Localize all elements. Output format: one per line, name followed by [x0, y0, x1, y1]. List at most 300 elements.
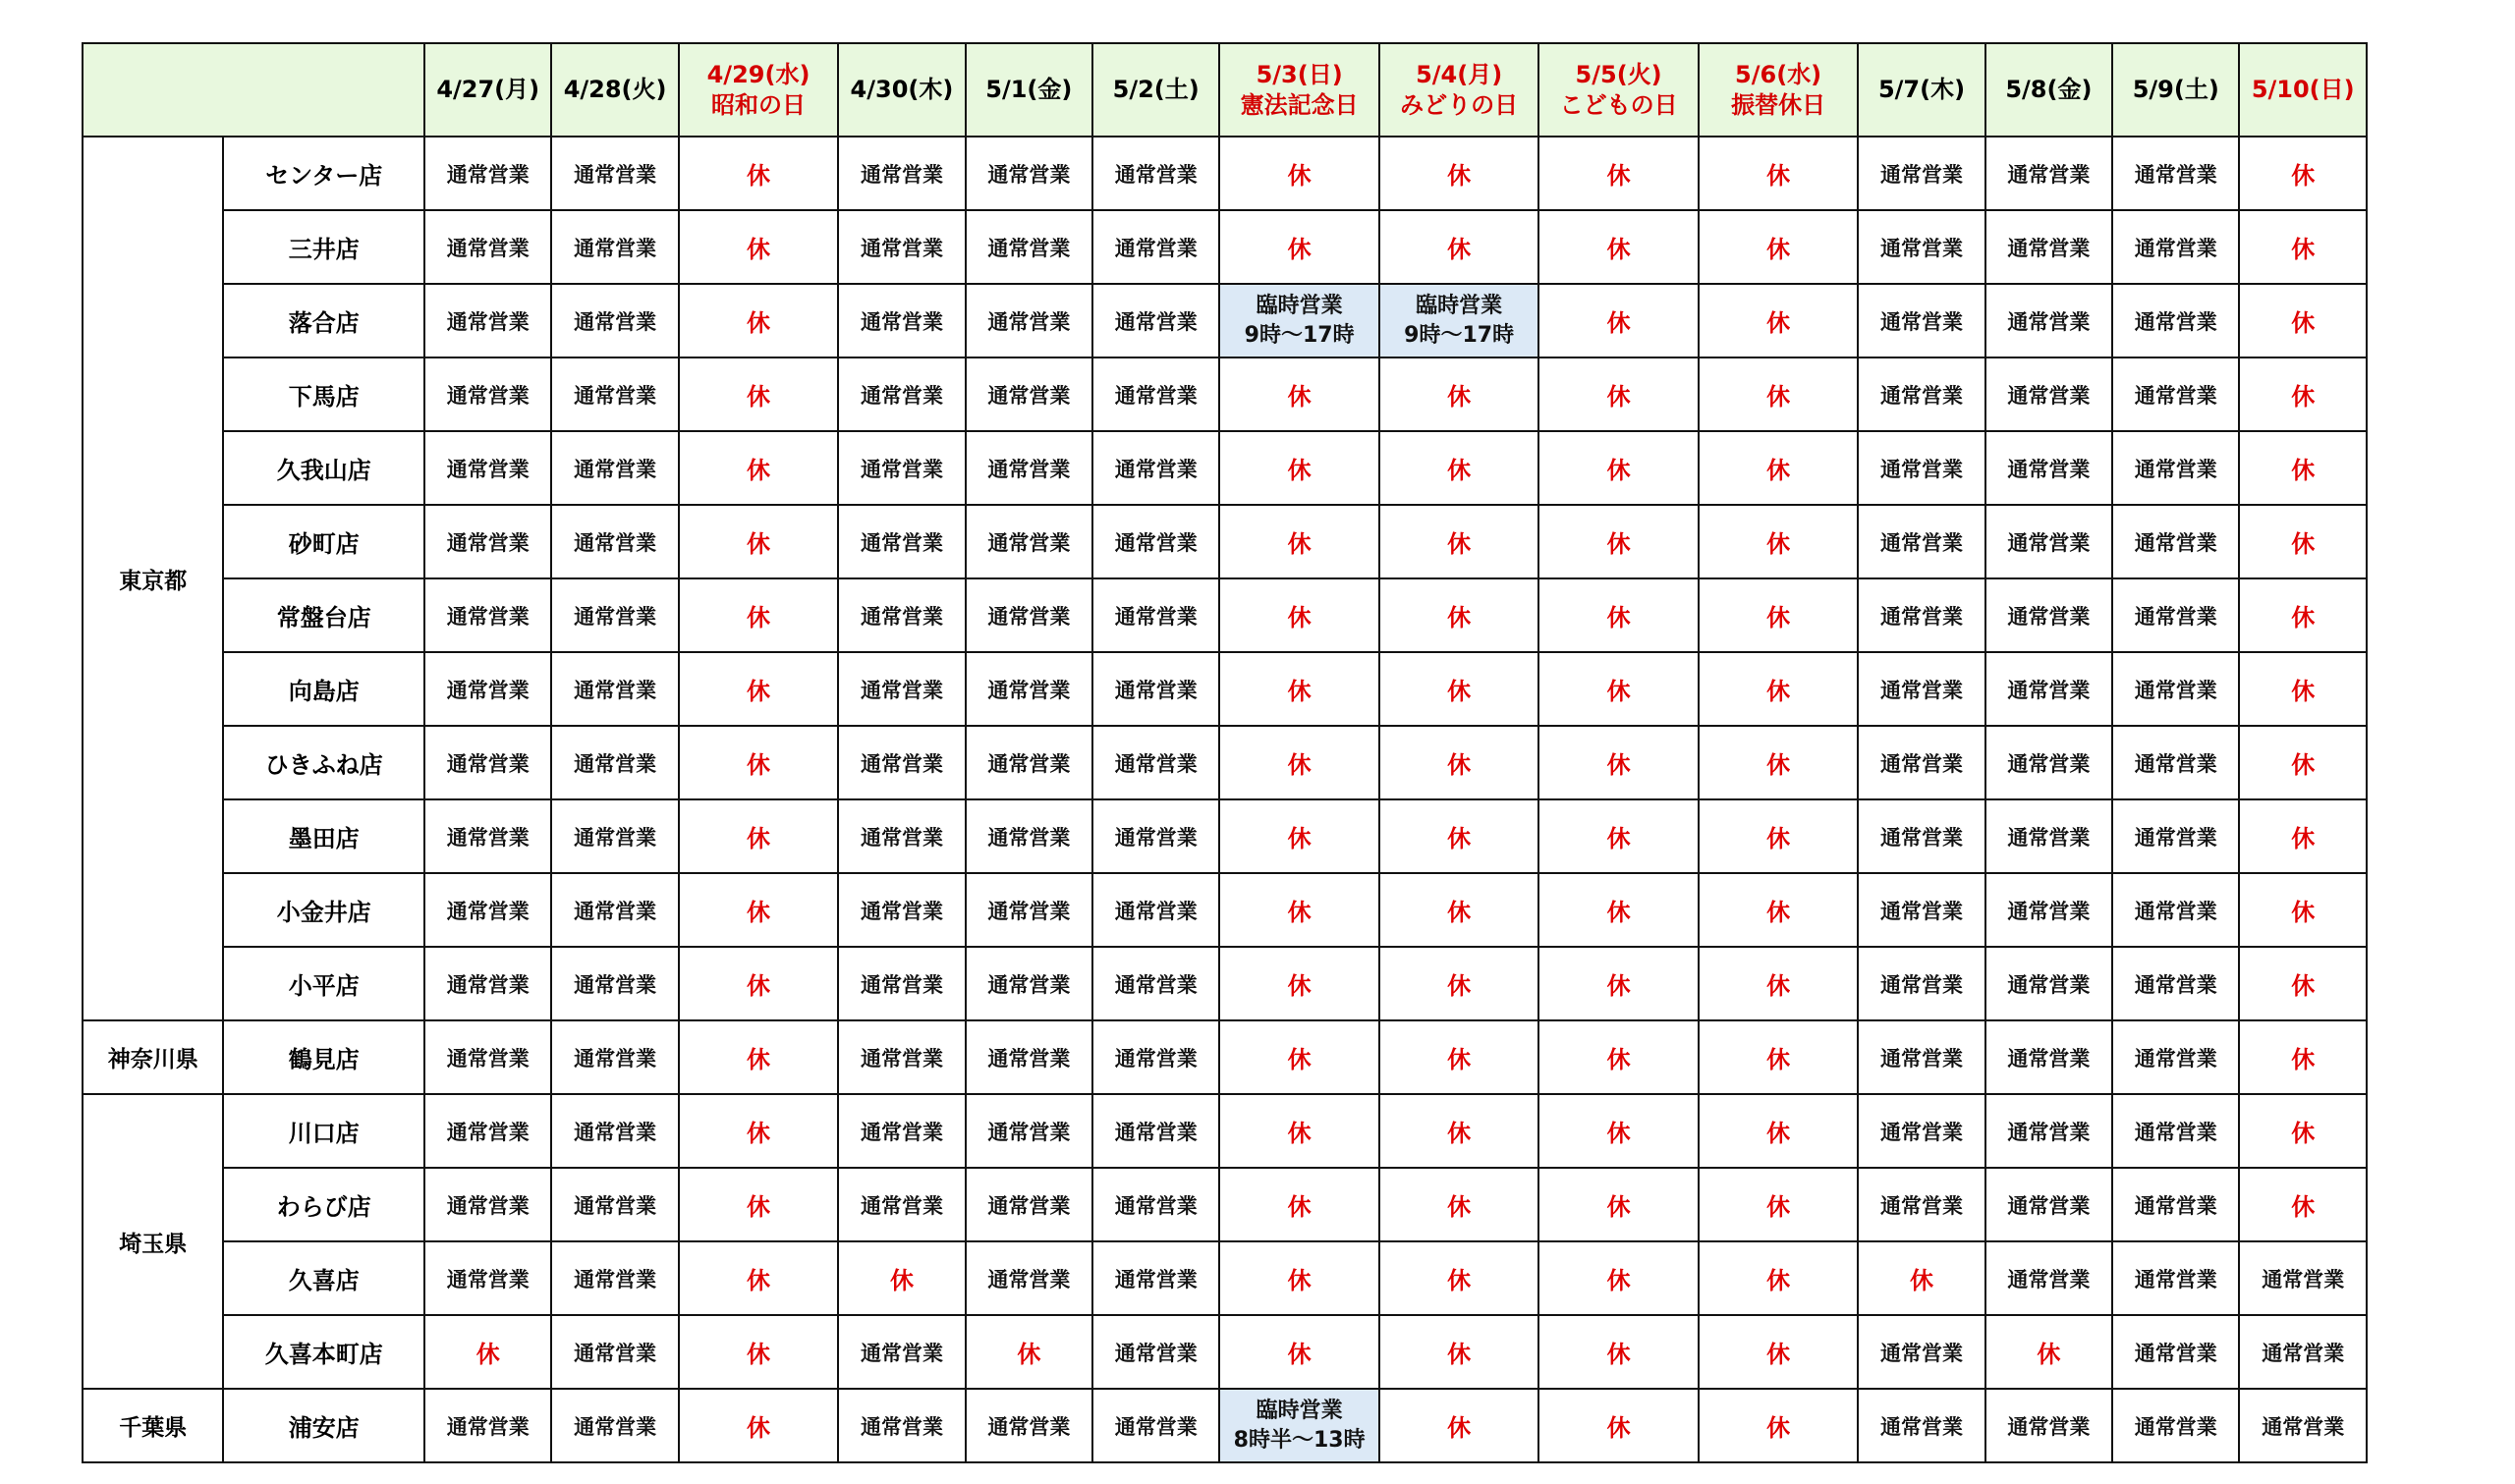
open-status-cell: 通常営業: [424, 1389, 551, 1462]
closed-status-cell: 休: [1985, 1315, 2112, 1389]
temporary-hours-cell: [1219, 284, 1378, 357]
closed-status-cell: 休: [679, 1168, 838, 1241]
store-name-cell: ひきふね店: [223, 726, 424, 799]
open-status-cell: 通常営業: [1858, 873, 1984, 947]
closed-status-cell: 休: [679, 284, 838, 357]
closed-status-cell: 休: [1699, 947, 1858, 1020]
open-status-cell: 通常営業: [838, 578, 965, 652]
open-status-cell: 通常営業: [551, 726, 678, 799]
open-status-cell: 通常営業: [838, 652, 965, 726]
closed-status-cell: 休: [2239, 357, 2367, 431]
table-row: [83, 1168, 2367, 1241]
closed-status-cell: 休: [1538, 284, 1698, 357]
closed-status-cell: 休: [838, 1241, 965, 1315]
open-status-cell: 通常営業: [2112, 873, 2239, 947]
open-status-cell: 通常営業: [551, 1241, 678, 1315]
closed-status-cell: 休: [1538, 652, 1698, 726]
open-status-cell: 通常営業: [838, 1168, 965, 1241]
date-label: 5/4(月): [1416, 60, 1503, 88]
open-status-cell: 通常営業: [424, 210, 551, 284]
open-status-cell: 通常営業: [2112, 1168, 2239, 1241]
open-status-cell: 通常営業: [1858, 137, 1984, 210]
open-status-cell: 通常営業: [551, 1315, 678, 1389]
closed-status-cell: 休: [1538, 210, 1698, 284]
open-status-cell: 通常営業: [966, 947, 1092, 1020]
open-status-cell: 通常営業: [838, 1094, 965, 1168]
holiday-name: 憲法記念日: [1240, 90, 1359, 119]
open-status-cell: 通常営業: [1985, 1241, 2112, 1315]
store-name-cell: 墨田店: [223, 799, 424, 873]
store-name-cell: 常盤台店: [223, 578, 424, 652]
closed-status-cell: 休: [1219, 137, 1378, 210]
store-name-cell: 三井店: [223, 210, 424, 284]
closed-status-cell: 休: [1699, 578, 1858, 652]
closed-status-cell: 休: [1538, 505, 1698, 578]
closed-status-cell: 休: [2239, 1094, 2367, 1168]
table-row: [83, 578, 2367, 652]
closed-status-cell: 休: [1379, 357, 1538, 431]
closed-status-cell: 休: [1379, 1020, 1538, 1094]
table-row: [83, 505, 2367, 578]
open-status-cell: 通常営業: [1092, 1241, 1219, 1315]
open-status-cell: 通常営業: [551, 1168, 678, 1241]
open-status-cell: 通常営業: [1858, 210, 1984, 284]
table-row: [83, 1389, 2367, 1462]
open-status-cell: 通常営業: [838, 726, 965, 799]
open-status-cell: 通常営業: [966, 1389, 1092, 1462]
open-status-cell: 通常営業: [966, 726, 1092, 799]
closed-status-cell: 休: [1219, 505, 1378, 578]
open-status-cell: 通常営業: [1985, 1168, 2112, 1241]
open-status-cell: 通常営業: [424, 873, 551, 947]
closed-status-cell: 休: [2239, 652, 2367, 726]
closed-status-cell: 休: [1219, 210, 1378, 284]
closed-status-cell: 休: [1219, 431, 1378, 505]
open-status-cell: 通常営業: [551, 1020, 678, 1094]
table-row: [83, 210, 2367, 284]
closed-status-cell: 休: [679, 431, 838, 505]
open-status-cell: 通常営業: [1985, 799, 2112, 873]
open-status-cell: 通常営業: [966, 505, 1092, 578]
closed-status-cell: 休: [1379, 505, 1538, 578]
open-status-cell: 通常営業: [424, 1168, 551, 1241]
closed-status-cell: 休: [1538, 1315, 1698, 1389]
store-name-cell: 川口店: [223, 1094, 424, 1168]
open-status-cell: 通常営業: [1858, 1389, 1984, 1462]
closed-status-cell: 休: [1699, 210, 1858, 284]
open-status-cell: 通常営業: [2112, 947, 2239, 1020]
open-status-cell: 通常営業: [551, 431, 678, 505]
open-status-cell: 通常営業: [1092, 799, 1219, 873]
closed-status-cell: 休: [1699, 1094, 1858, 1168]
open-status-cell: 通常営業: [2112, 726, 2239, 799]
store-name-cell: 小金井店: [223, 873, 424, 947]
open-status-cell: 通常営業: [1985, 726, 2112, 799]
closed-status-cell: 休: [679, 1389, 838, 1462]
date-header: [1985, 43, 2112, 137]
closed-status-cell: 休: [966, 1315, 1092, 1389]
open-status-cell: 通常営業: [1092, 873, 1219, 947]
closed-status-cell: 休: [679, 1094, 838, 1168]
closed-status-cell: 休: [1379, 1315, 1538, 1389]
open-status-cell: 通常営業: [966, 1094, 1092, 1168]
closed-status-cell: 休: [1699, 431, 1858, 505]
open-status-cell: 通常営業: [1985, 431, 2112, 505]
closed-status-cell: 休: [679, 799, 838, 873]
open-status-cell: 通常営業: [1858, 799, 1984, 873]
open-status-cell: 通常営業: [1985, 284, 2112, 357]
closed-status-cell: 休: [679, 357, 838, 431]
open-status-cell: 通常営業: [1092, 431, 1219, 505]
open-status-cell: 通常営業: [1092, 284, 1219, 357]
date-label: 5/2(土): [1112, 76, 1200, 103]
table-row: [83, 357, 2367, 431]
open-status-cell: 通常営業: [551, 505, 678, 578]
closed-status-cell: 休: [2239, 284, 2367, 357]
date-header: [1379, 43, 1538, 137]
open-status-cell: 通常営業: [966, 431, 1092, 505]
closed-status-cell: 休: [1538, 357, 1698, 431]
closed-status-cell: 休: [1699, 284, 1858, 357]
open-status-cell: 通常営業: [1985, 947, 2112, 1020]
open-status-cell: 通常営業: [551, 210, 678, 284]
open-status-cell: 通常営業: [424, 947, 551, 1020]
open-status-cell: 通常営業: [966, 284, 1092, 357]
open-status-cell: 通常営業: [551, 1094, 678, 1168]
closed-status-cell: 休: [1699, 357, 1858, 431]
date-header: [679, 43, 838, 137]
store-name-cell: 鶴見店: [223, 1020, 424, 1094]
closed-status-cell: 休: [679, 873, 838, 947]
open-status-cell: 通常営業: [1092, 947, 1219, 1020]
temporary-hours-line: 9時～17時: [1244, 322, 1355, 348]
closed-status-cell: 休: [1538, 947, 1698, 1020]
table-row: [83, 284, 2367, 357]
store-name-cell: 小平店: [223, 947, 424, 1020]
open-status-cell: 通常営業: [424, 726, 551, 799]
open-status-cell: 通常営業: [2112, 1020, 2239, 1094]
date-label: 5/3(日): [1256, 60, 1343, 88]
closed-status-cell: 休: [2239, 726, 2367, 799]
closed-status-cell: 休: [1219, 1094, 1378, 1168]
closed-status-cell: 休: [679, 1241, 838, 1315]
closed-status-cell: 休: [1379, 799, 1538, 873]
prefecture-cell: 神奈川県: [83, 1020, 223, 1094]
date-label: 5/1(金): [985, 76, 1073, 103]
holiday-name: 振替休日: [1731, 90, 1826, 119]
store-name-cell: 久喜店: [223, 1241, 424, 1315]
open-status-cell: 通常営業: [838, 284, 965, 357]
table-row: [83, 137, 2367, 210]
open-status-cell: 通常営業: [1092, 652, 1219, 726]
holiday-name: 昭和の日: [711, 90, 807, 119]
open-status-cell: 通常営業: [1858, 284, 1984, 357]
open-status-cell: 通常営業: [1858, 1094, 1984, 1168]
closed-status-cell: 休: [679, 137, 838, 210]
open-status-cell: 通常営業: [2112, 210, 2239, 284]
open-status-cell: 通常営業: [1092, 357, 1219, 431]
date-header: [1858, 43, 1984, 137]
closed-status-cell: 休: [1379, 947, 1538, 1020]
open-status-cell: 通常営業: [1858, 947, 1984, 1020]
temporary-hours-cell: [1379, 284, 1538, 357]
open-status-cell: 通常営業: [1858, 357, 1984, 431]
store-name-cell: 向島店: [223, 652, 424, 726]
open-status-cell: 通常営業: [1092, 1168, 1219, 1241]
closed-status-cell: 休: [1219, 1315, 1378, 1389]
table-row: [83, 726, 2367, 799]
closed-status-cell: 休: [1538, 137, 1698, 210]
open-status-cell: 通常営業: [966, 1020, 1092, 1094]
open-status-cell: 通常営業: [2112, 505, 2239, 578]
closed-status-cell: 休: [1538, 1094, 1698, 1168]
closed-status-cell: 休: [1699, 1020, 1858, 1094]
table-row: [83, 1020, 2367, 1094]
open-status-cell: 通常営業: [1858, 1315, 1984, 1389]
open-status-cell: 通常営業: [966, 210, 1092, 284]
closed-status-cell: 休: [1699, 1168, 1858, 1241]
closed-status-cell: 休: [1699, 1389, 1858, 1462]
open-status-cell: 通常営業: [424, 1020, 551, 1094]
open-status-cell: 通常営業: [1092, 578, 1219, 652]
date-header: [1699, 43, 1858, 137]
closed-status-cell: 休: [1219, 799, 1378, 873]
open-status-cell: 通常営業: [1092, 726, 1219, 799]
open-status-cell: 通常営業: [1985, 1094, 2112, 1168]
closed-status-cell: 休: [1699, 137, 1858, 210]
date-label: 5/8(金): [2005, 76, 2093, 103]
open-status-cell: 通常営業: [2239, 1241, 2367, 1315]
date-header: [838, 43, 965, 137]
date-label: 5/7(木): [1877, 76, 1966, 103]
closed-status-cell: 休: [1219, 947, 1378, 1020]
closed-status-cell: 休: [1699, 873, 1858, 947]
open-status-cell: 通常営業: [838, 947, 965, 1020]
closed-status-cell: 休: [1699, 726, 1858, 799]
closed-status-cell: 休: [1858, 1241, 1984, 1315]
date-header: [1538, 43, 1698, 137]
closed-status-cell: 休: [1379, 873, 1538, 947]
open-status-cell: 通常営業: [424, 578, 551, 652]
table-body: [83, 137, 2367, 1462]
closed-status-cell: 休: [2239, 210, 2367, 284]
open-status-cell: 通常営業: [551, 357, 678, 431]
open-status-cell: 通常営業: [838, 1315, 965, 1389]
open-status-cell: 通常営業: [424, 799, 551, 873]
open-status-cell: 通常営業: [1858, 726, 1984, 799]
open-status-cell: 通常営業: [1985, 210, 2112, 284]
closed-status-cell: 休: [1379, 431, 1538, 505]
open-status-cell: 通常営業: [424, 1094, 551, 1168]
open-status-cell: 通常営業: [1092, 1315, 1219, 1389]
closed-status-cell: 休: [1379, 726, 1538, 799]
open-status-cell: 通常営業: [2112, 431, 2239, 505]
table-row: [83, 799, 2367, 873]
closed-status-cell: 休: [2239, 1020, 2367, 1094]
open-status-cell: 通常営業: [966, 137, 1092, 210]
closed-status-cell: 休: [1699, 652, 1858, 726]
open-status-cell: 通常営業: [966, 1241, 1092, 1315]
table-row: [83, 873, 2367, 947]
open-status-cell: 通常営業: [1092, 1389, 1219, 1462]
temporary-hours-line: 9時～17時: [1404, 322, 1515, 348]
closed-status-cell: 休: [1699, 1241, 1858, 1315]
closed-status-cell: 休: [1538, 1389, 1698, 1462]
open-status-cell: 通常営業: [1985, 357, 2112, 431]
store-name-cell: 下馬店: [223, 357, 424, 431]
closed-status-cell: 休: [1219, 873, 1378, 947]
open-status-cell: 通常営業: [551, 578, 678, 652]
closed-status-cell: 休: [1538, 1168, 1698, 1241]
holiday-name: こどもの日: [1559, 90, 1678, 119]
closed-status-cell: 休: [1699, 799, 1858, 873]
open-status-cell: 通常営業: [424, 1241, 551, 1315]
date-label: 4/30(木): [850, 76, 954, 103]
header-row: [83, 43, 2367, 137]
open-status-cell: 通常営業: [1858, 505, 1984, 578]
temporary-hours-cell: [1219, 1389, 1378, 1462]
store-name-cell: 久我山店: [223, 431, 424, 505]
open-status-cell: 通常営業: [1858, 652, 1984, 726]
open-status-cell: 通常営業: [551, 947, 678, 1020]
open-status-cell: 通常営業: [1858, 431, 1984, 505]
closed-status-cell: 休: [1699, 1315, 1858, 1389]
date-label: 5/5(火): [1575, 60, 1662, 88]
header-corner-cell: [83, 43, 424, 137]
closed-status-cell: 休: [424, 1315, 551, 1389]
open-status-cell: 通常営業: [838, 210, 965, 284]
open-status-cell: 通常営業: [1985, 578, 2112, 652]
store-name-cell: 落合店: [223, 284, 424, 357]
open-status-cell: 通常営業: [2112, 1315, 2239, 1389]
table-row: [83, 652, 2367, 726]
open-status-cell: 通常営業: [966, 357, 1092, 431]
table-row: [83, 1094, 2367, 1168]
open-status-cell: 通常営業: [1092, 1020, 1219, 1094]
open-status-cell: 通常営業: [2112, 137, 2239, 210]
prefecture-cell: 埼玉県: [83, 1094, 223, 1389]
open-status-cell: 通常営業: [424, 652, 551, 726]
closed-status-cell: 休: [1219, 1168, 1378, 1241]
open-status-cell: 通常営業: [424, 505, 551, 578]
open-status-cell: 通常営業: [551, 652, 678, 726]
open-status-cell: 通常営業: [1092, 137, 1219, 210]
date-header: [551, 43, 678, 137]
open-status-cell: 通常営業: [551, 284, 678, 357]
closed-status-cell: 休: [679, 947, 838, 1020]
closed-status-cell: 休: [2239, 1168, 2367, 1241]
open-status-cell: 通常営業: [551, 799, 678, 873]
date-header: [966, 43, 1092, 137]
closed-status-cell: 休: [1379, 652, 1538, 726]
open-status-cell: 通常営業: [1858, 1020, 1984, 1094]
open-status-cell: 通常営業: [2112, 1389, 2239, 1462]
temporary-hours-line: 臨時営業: [1416, 293, 1503, 318]
open-status-cell: 通常営業: [2112, 1094, 2239, 1168]
closed-status-cell: 休: [679, 578, 838, 652]
table-row: [83, 947, 2367, 1020]
open-status-cell: 通常営業: [838, 1020, 965, 1094]
open-status-cell: 通常営業: [966, 652, 1092, 726]
closed-status-cell: 休: [1538, 1020, 1698, 1094]
open-status-cell: 通常営業: [2112, 1241, 2239, 1315]
open-status-cell: 通常営業: [2239, 1389, 2367, 1462]
closed-status-cell: 休: [1379, 1094, 1538, 1168]
open-status-cell: 通常営業: [2239, 1315, 2367, 1389]
open-status-cell: 通常営業: [424, 357, 551, 431]
closed-status-cell: 休: [1538, 726, 1698, 799]
temporary-hours-line: 8時半～13時: [1233, 1427, 1366, 1453]
closed-status-cell: 休: [2239, 873, 2367, 947]
open-status-cell: 通常営業: [1858, 578, 1984, 652]
closed-status-cell: 休: [1219, 1241, 1378, 1315]
closed-status-cell: 休: [2239, 137, 2367, 210]
open-status-cell: 通常営業: [551, 873, 678, 947]
store-name-cell: センター店: [223, 137, 424, 210]
store-name-cell: 浦安店: [223, 1389, 424, 1462]
open-status-cell: 通常営業: [1985, 873, 2112, 947]
prefecture-cell: 千葉県: [83, 1389, 223, 1462]
closed-status-cell: 休: [1379, 1389, 1538, 1462]
open-status-cell: 通常営業: [838, 505, 965, 578]
open-status-cell: 通常営業: [1985, 505, 2112, 578]
date-label: 5/6(水): [1735, 60, 1822, 88]
open-status-cell: 通常営業: [551, 137, 678, 210]
closed-status-cell: 休: [1219, 726, 1378, 799]
closed-status-cell: 休: [2239, 799, 2367, 873]
date-label: 5/10(日): [2251, 76, 2355, 103]
closed-status-cell: 休: [679, 210, 838, 284]
open-status-cell: 通常営業: [838, 357, 965, 431]
open-status-cell: 通常営業: [2112, 357, 2239, 431]
open-status-cell: 通常営業: [2112, 799, 2239, 873]
open-status-cell: 通常営業: [966, 578, 1092, 652]
closed-status-cell: 休: [1379, 210, 1538, 284]
closed-status-cell: 休: [679, 726, 838, 799]
table-row: [83, 1241, 2367, 1315]
open-status-cell: 通常営業: [838, 1389, 965, 1462]
open-status-cell: 通常営業: [551, 1389, 678, 1462]
closed-status-cell: 休: [1379, 578, 1538, 652]
open-status-cell: 通常営業: [1858, 1168, 1984, 1241]
open-status-cell: 通常営業: [838, 431, 965, 505]
closed-status-cell: 休: [1219, 652, 1378, 726]
open-status-cell: 通常営業: [424, 284, 551, 357]
open-status-cell: 通常営業: [838, 137, 965, 210]
closed-status-cell: 休: [1379, 137, 1538, 210]
store-name-cell: わらび店: [223, 1168, 424, 1241]
table-row: [83, 1315, 2367, 1389]
store-name-cell: 久喜本町店: [223, 1315, 424, 1389]
open-status-cell: 通常営業: [966, 799, 1092, 873]
open-status-cell: 通常営業: [1092, 1094, 1219, 1168]
closed-status-cell: 休: [679, 1020, 838, 1094]
date-header: [1219, 43, 1378, 137]
closed-status-cell: 休: [1538, 873, 1698, 947]
closed-status-cell: 休: [679, 1315, 838, 1389]
open-status-cell: 通常営業: [424, 431, 551, 505]
closed-status-cell: 休: [1219, 357, 1378, 431]
closed-status-cell: 休: [1219, 1020, 1378, 1094]
open-status-cell: 通常営業: [1092, 210, 1219, 284]
business-hours-table: [82, 42, 2368, 1463]
closed-status-cell: 休: [1538, 1241, 1698, 1315]
open-status-cell: 通常営業: [2112, 578, 2239, 652]
prefecture-cell: 東京都: [83, 137, 223, 1020]
date-label: 4/28(火): [563, 76, 667, 103]
open-status-cell: 通常営業: [1985, 1020, 2112, 1094]
date-header: [2239, 43, 2367, 137]
